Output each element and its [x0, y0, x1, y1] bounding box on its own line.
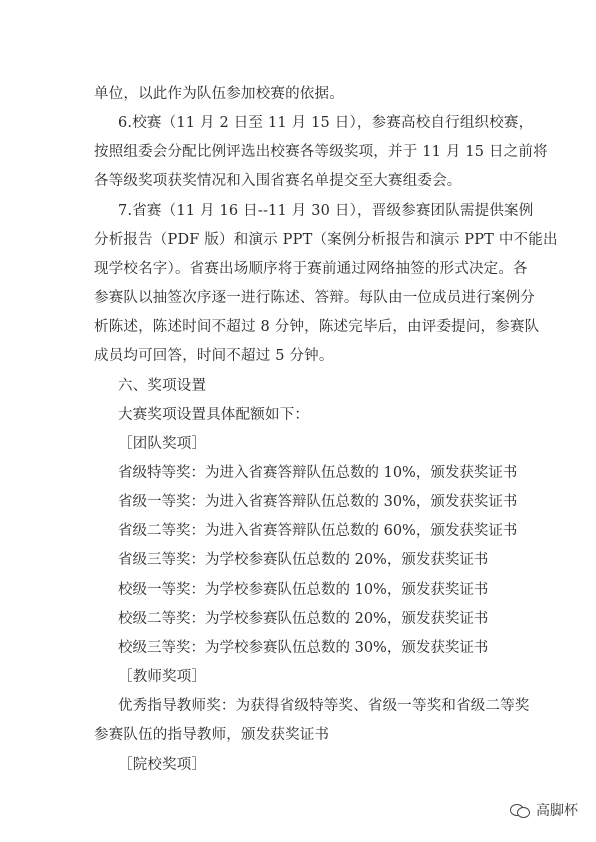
paragraph-line: 单位，以此作为队伍参加校赛的依据。 — [94, 86, 344, 102]
team-award-item: 省级一等奖：为进入省赛答辩队伍总数的 30%，颁发获奖证书 — [118, 494, 518, 510]
wechat-icon — [510, 802, 530, 818]
team-awards-label: ［团队奖项］ — [118, 436, 207, 452]
watermark — [510, 800, 578, 820]
teacher-award-line: 参赛队伍的指导教师，颁发获奖证书 — [94, 727, 330, 743]
team-award-item: 省级三等奖：为学校参赛队伍总数的 20%，颁发获奖证书 — [118, 552, 489, 568]
watermark-text: 高脚杯 — [536, 803, 578, 819]
team-award-item: 校级二等奖：为学校参赛队伍总数的 20%，颁发获奖证书 — [118, 611, 489, 627]
team-award-item: 校级三等奖：为学校参赛队伍总数的 30%，颁发获奖证书 — [118, 640, 489, 656]
team-award-item: 省级特等奖：为进入省赛答辩队伍总数的 10%，颁发获奖证书 — [118, 465, 518, 481]
paragraph-line: 各等级奖项获奖情况和入围省赛名单提交至大赛组委会。 — [94, 173, 462, 189]
paragraph-line: 6.校赛（11 月 2 日至 11 月 15 日），参赛高校自行组织校赛， — [118, 115, 534, 131]
school-awards-label: ［院校奖项］ — [118, 757, 207, 773]
paragraph-line: 按照组委会分配比例评选出校赛各等级奖项，并于 11 月 15 日之前将 — [94, 144, 548, 160]
paragraph-line: 7.省赛（11 月 16 日--11 月 30 日），晋级参赛团队需提供案例 — [118, 203, 534, 219]
teacher-awards-label: ［教师奖项］ — [118, 669, 207, 685]
paragraph-line: 参赛队以抽签次序逐一进行陈述、答辩。每队由一位成员进行案例分 — [94, 290, 535, 306]
paragraph-line: 析陈述，陈述时间不超过 8 分钟，陈述完毕后，由评委提问，参赛队 — [94, 319, 540, 335]
paragraph-line: 现学校名字）。省赛出场顺序将于赛前通过网络抽签的形式决定。各 — [94, 261, 528, 277]
paragraph-line: 分析报告（PDF 版）和演示 PPT（案例分析报告和演示 PPT 中不能出 — [94, 232, 558, 248]
team-award-item: 省级二等奖：为进入省赛答辩队伍总数的 60%，颁发获奖证书 — [118, 523, 518, 539]
teacher-award-line: 优秀指导教师奖：为获得省级特等奖、省级一等奖和省级二等奖 — [118, 698, 530, 714]
section-intro: 大赛奖项设置具体配额如下： — [118, 407, 310, 423]
paragraph-line: 成员均可回答，时间不超过 5 分钟。 — [94, 348, 334, 364]
team-award-item: 校级一等奖：为学校参赛队伍总数的 10%，颁发获奖证书 — [118, 582, 489, 598]
section-heading: 六、奖项设置 — [118, 378, 207, 394]
